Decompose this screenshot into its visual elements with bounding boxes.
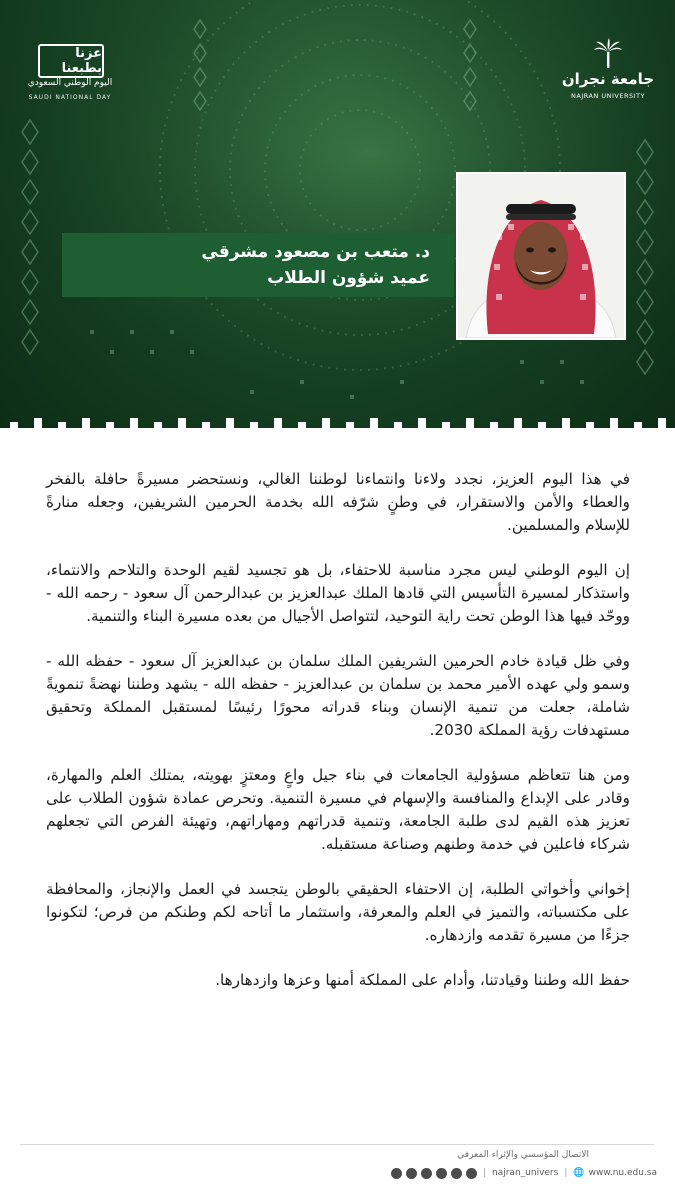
footer-tagline: الاتصال المؤسسي والإثراء المعرفي: [457, 1150, 589, 1160]
university-name-ar: جامعة نجران: [561, 70, 655, 88]
footer-social-row: [391, 1165, 657, 1181]
linkedin-icon[interactable]: [451, 1168, 462, 1179]
x-icon[interactable]: [391, 1168, 402, 1179]
paragraph: إخواني وأخواتي الطلبة، إن الاحتفاء الحقيقي بالوطن يتجسد في العمل والإنجاز، والمحافظة على مكتسباته، والتميز في العلم والمعرفة، واستثمار ما أتاحه لكم وطنكم من فرص؛ لتكونوا جزءًا من مسيرة تقدمه وازدهاره.: [46, 880, 630, 944]
globe-icon: 🌐: [573, 1168, 585, 1178]
portrait-illustration: [458, 174, 624, 338]
national-day-logo: [18, 44, 122, 106]
national-day-label-ar: اليوم الوطني السعودي: [27, 78, 113, 88]
national-day-slogan: عزنا بطبعنا: [38, 44, 104, 78]
paragraph: إن اليوم الوطني ليس مجرد مناسبة للاحتفاء، بل هو تجسيد لقيم الوحدة والتلاحم والانتماء، واستذكار لمسيرة التأسيس التي قادها الملك عبدالعزيز بن عبدالرحمن آل سعود - رحمه الله - ووحّد فيها هذا الوطن تحت راية التوحيد، لتتواصل الأجيال من بعده مسيرة البناء والتنمية.: [46, 561, 630, 625]
message-body: [46, 468, 630, 1014]
footer-separator: |: [564, 1168, 568, 1178]
dean-name: د. متعب بن مصعود مشرقي: [201, 242, 430, 262]
paragraph: في هذا اليوم العزيز، نجدد ولاءنا وانتماءنا لوطننا الغالي، ونستحضر مسيرةً حافلة بالفخر والعطاء والأمن والاستقرار، في وطنٍ شرّفه الله بخدمة الحرمين الشريفين، وجعله منارةً للإسلام والمسلمين.: [46, 470, 630, 534]
university-name-en: NAJRAN UNIVERSITY: [571, 92, 645, 100]
footer-divider: [20, 1144, 654, 1145]
paragraph: ومن هنا تتعاظم مسؤولية الجامعات في بناء جيل واعٍ ومعتزٍ بهويته، يمتلك العلم والمهارة، وقادر على الإبداع والمنافسة والإسهام في مسيرة التنمية. وتحرص عمادة شؤون الطلاب على تعزيز هذه القيم لدى طلبة الجامعة، وتنمية قدراتهم ومهاراتهم، وتهيئة الفرص التي تجعلهم شركاء فاعلين في خدمة وطنهم وصناعة مستقبله.: [46, 766, 630, 853]
national-day-label-en: SAUDI NATIONAL DAY: [28, 94, 112, 101]
closing-paragraph: حفظ الله وطننا وقيادتنا، وأدام على المملكة أمنها وعزها وازدهارها.: [215, 971, 630, 989]
website-link[interactable]: www.nu.edu.sa: [588, 1168, 657, 1178]
youtube-icon[interactable]: [436, 1168, 447, 1179]
snapchat-icon[interactable]: [421, 1168, 432, 1179]
dean-portrait: [456, 172, 626, 340]
social-handle[interactable]: najran_univers: [492, 1168, 559, 1178]
header-banner: [0, 0, 675, 440]
paragraph: وفي ظل قيادة خادم الحرمين الشريفين الملك سلمان بن عبدالعزيز آل سعود - حفظه الله - وسمو ولي عهده الأمير محمد بن سلمان بن عبدالعزيز - حفظه الله - يشهد وطننا نهضةً تنمويةً شاملة، جعلت من تنمية الإنسان وبناء قدراته محورًا رئيسًا لمستقبل المملكة وتحقيق مستهدفات رؤية المملكة 2030.: [46, 652, 630, 739]
instagram-icon[interactable]: [406, 1168, 417, 1179]
dean-title: عميد شؤون الطلاب: [267, 268, 430, 288]
facebook-icon[interactable]: [466, 1168, 477, 1179]
palm-emblem-icon: [592, 38, 624, 70]
footer-separator: |: [482, 1168, 487, 1178]
name-title-box: [62, 233, 454, 297]
university-logo: [558, 38, 658, 108]
